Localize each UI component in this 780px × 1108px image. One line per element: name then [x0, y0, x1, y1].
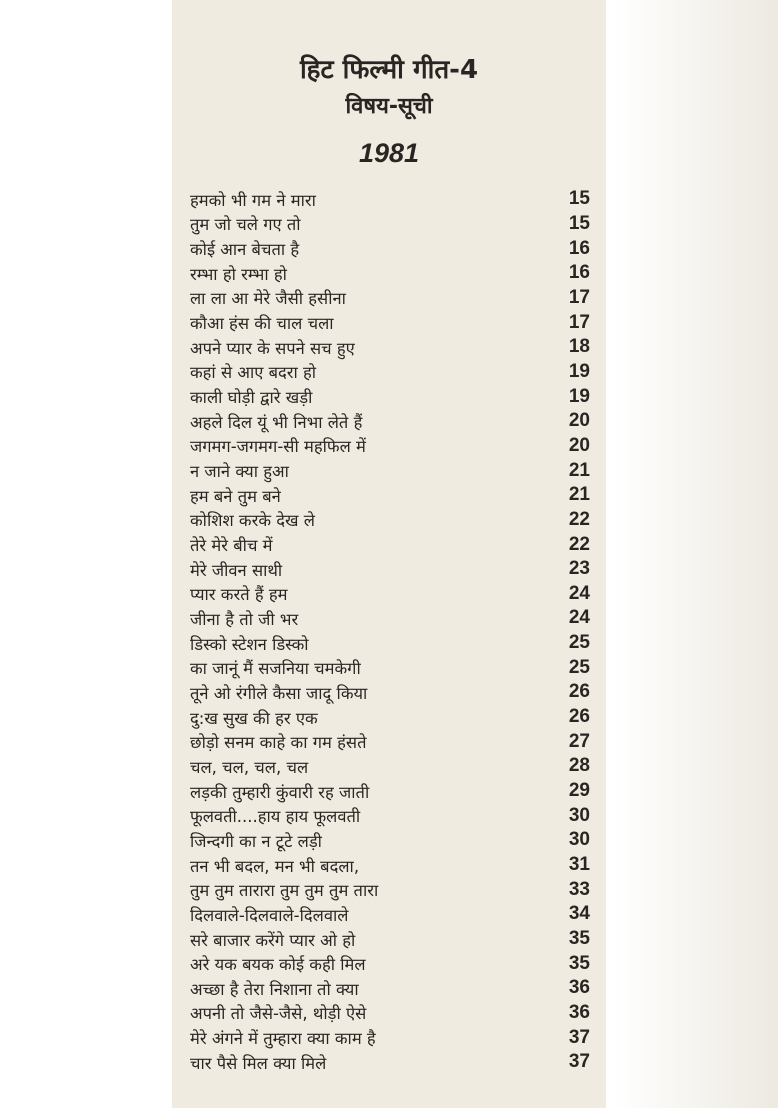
contents-entry: [190, 483, 590, 508]
song-title: तुम जो चले गए तो: [190, 215, 301, 235]
song-title: चल, चल, चल, चल: [190, 757, 309, 777]
song-title: प्यार करते हैं हम: [190, 585, 288, 605]
song-title: छोड़ो सनम काहे का गम हंसते: [190, 733, 367, 753]
page-number: 15: [568, 212, 590, 234]
page-number: 20: [568, 434, 590, 456]
song-title: मेरे अंगने में तुम्हारा क्या काम है: [190, 1029, 376, 1049]
page-number: 18: [568, 336, 590, 358]
page-number: 24: [568, 607, 590, 629]
contents-entry: [190, 976, 590, 1001]
page-number: 16: [568, 262, 590, 284]
song-title: अपने प्यार के सपने सच हुए: [190, 338, 355, 358]
contents-entry: [190, 927, 590, 952]
book-title: हिट फिल्मी गीत-4: [299, 55, 479, 85]
page-number: 35: [568, 952, 590, 974]
song-title: हम बने तुम बने: [190, 486, 281, 506]
page-number: 21: [568, 459, 590, 481]
song-title: तुम तुम तारारा तुम तुम तुम तारा: [190, 881, 379, 901]
contents-entry: [190, 310, 590, 335]
contents-entry: [190, 360, 590, 385]
song-title: जगमग-जगमग-सी महफिल में: [190, 437, 366, 457]
song-title: काली घोड़ी द्वारे खड़ी: [190, 388, 313, 408]
song-title: रम्भा हो रम्भा हो: [190, 264, 287, 284]
page-number: 17: [568, 311, 590, 333]
page-number: 25: [568, 632, 590, 654]
page-number: 26: [568, 706, 590, 728]
song-title: तेरे मेरे बीच में: [190, 536, 273, 556]
contents-entry: [190, 631, 590, 656]
contents-entry: [190, 680, 590, 705]
contents-entry: [190, 754, 590, 779]
contents-entry: [190, 212, 590, 237]
contents-entry: [190, 877, 590, 902]
page-number: 26: [568, 681, 590, 703]
contents-entry: [190, 458, 590, 483]
song-title: फूलवती....हाय हाय फूलवती: [190, 807, 361, 827]
song-title: लड़की तुम्हारी कुंवारी रह जाती: [190, 782, 370, 802]
page-number: 19: [568, 385, 590, 407]
contents-entry: [190, 1001, 590, 1026]
contents-list: [190, 187, 590, 1075]
page-number: 33: [568, 878, 590, 900]
page-number: 23: [568, 558, 590, 580]
contents-entry: [190, 532, 590, 557]
page-number: 16: [568, 237, 590, 259]
song-title: दु:ख सुख की हर एक: [190, 708, 318, 728]
page-number: 30: [568, 829, 590, 851]
page-number: 15: [568, 188, 590, 210]
contents-entry: [190, 261, 590, 286]
page-number: 29: [568, 780, 590, 802]
song-title: ला ला आ मेरे जैसी हसीना: [190, 289, 346, 309]
contents-entry: [190, 236, 590, 261]
contents-entry: [190, 853, 590, 878]
contents-entry: [190, 557, 590, 582]
contents-entry: [190, 434, 590, 459]
contents-entry: [190, 187, 590, 212]
song-title: डिस्को स्टेशन डिस्को: [190, 634, 309, 654]
song-title: का जानूं मैं सजनिया चमकेगी: [190, 659, 361, 679]
page-number: 22: [568, 533, 590, 555]
page-number: 21: [568, 484, 590, 506]
song-title: कहां से आए बदरा हो: [190, 363, 317, 383]
song-title: मेरे जीवन साथी: [190, 560, 283, 580]
page-number: 30: [568, 804, 590, 826]
song-title: अच्छा है तेरा निशाना तो क्या: [190, 979, 359, 999]
contents-entry: [190, 1050, 590, 1075]
contents-entry: [190, 779, 590, 804]
song-title: अपनी तो जैसे-जैसे, थोड़ी ऐसे: [190, 1004, 367, 1024]
song-title: दिलवाले-दिलवाले-दिलवाले: [190, 905, 349, 925]
page-number: 36: [568, 1001, 590, 1023]
contents-entry: [190, 384, 590, 409]
page-number: 28: [568, 755, 590, 777]
contents-entry: [190, 803, 590, 828]
contents-heading: विषय-सूची: [345, 94, 433, 119]
contents-entry: [190, 409, 590, 434]
song-title: कौआ हंस की चाल चला: [190, 314, 334, 334]
page-number: 35: [568, 928, 590, 950]
page-number: 37: [568, 1026, 590, 1048]
page-number: 24: [568, 582, 590, 604]
song-title: तन भी बदल, मन भी बदला,: [190, 856, 360, 876]
page-number: 20: [568, 410, 590, 432]
song-title: हमको भी गम ने मारा: [190, 190, 316, 210]
contents-entry: [190, 655, 590, 680]
song-title: जीना है तो जी भर: [190, 609, 299, 629]
contents-entry: [190, 1025, 590, 1050]
contents-entry: [190, 828, 590, 853]
song-title: जिन्दगी का न टूटे लड़ी: [190, 831, 322, 851]
show-through: [612, 0, 778, 1108]
page-number: 17: [568, 286, 590, 308]
page-number: 31: [568, 854, 590, 876]
song-title: चार पैसे मिल क्या मिले: [190, 1053, 327, 1073]
contents-entry: [190, 606, 590, 631]
contents-entry: [190, 286, 590, 311]
year-heading: 1981: [358, 138, 420, 168]
contents-entry: [190, 729, 590, 754]
song-title: अहले दिल यूं भी निभा लेते हैं: [190, 412, 363, 432]
song-title: कोई आन बेचता है: [190, 240, 300, 260]
page-number: 27: [568, 730, 590, 752]
contents-entry: [190, 705, 590, 730]
contents-entry: [190, 508, 590, 533]
page-number: 37: [568, 1051, 590, 1073]
contents-entry: [190, 902, 590, 927]
song-title: सरे बाजार करेंगे प्यार ओ हो: [190, 930, 356, 950]
song-title: न जाने क्या हुआ: [190, 462, 289, 482]
contents-entry: [190, 951, 590, 976]
song-title: कोशिश करके देख ले: [190, 511, 315, 531]
contents-entry: [190, 582, 590, 607]
page-number: 25: [568, 656, 590, 678]
song-title: अरे यक बयक कोई कही मिल: [190, 955, 366, 975]
song-title: तूने ओ रंगीले कैसा जादू किया: [190, 683, 368, 703]
page-number: 36: [568, 977, 590, 999]
page-number: 34: [568, 903, 590, 925]
contents-entry: [190, 335, 590, 360]
page-number: 22: [568, 508, 590, 530]
page-number: 19: [568, 360, 590, 382]
